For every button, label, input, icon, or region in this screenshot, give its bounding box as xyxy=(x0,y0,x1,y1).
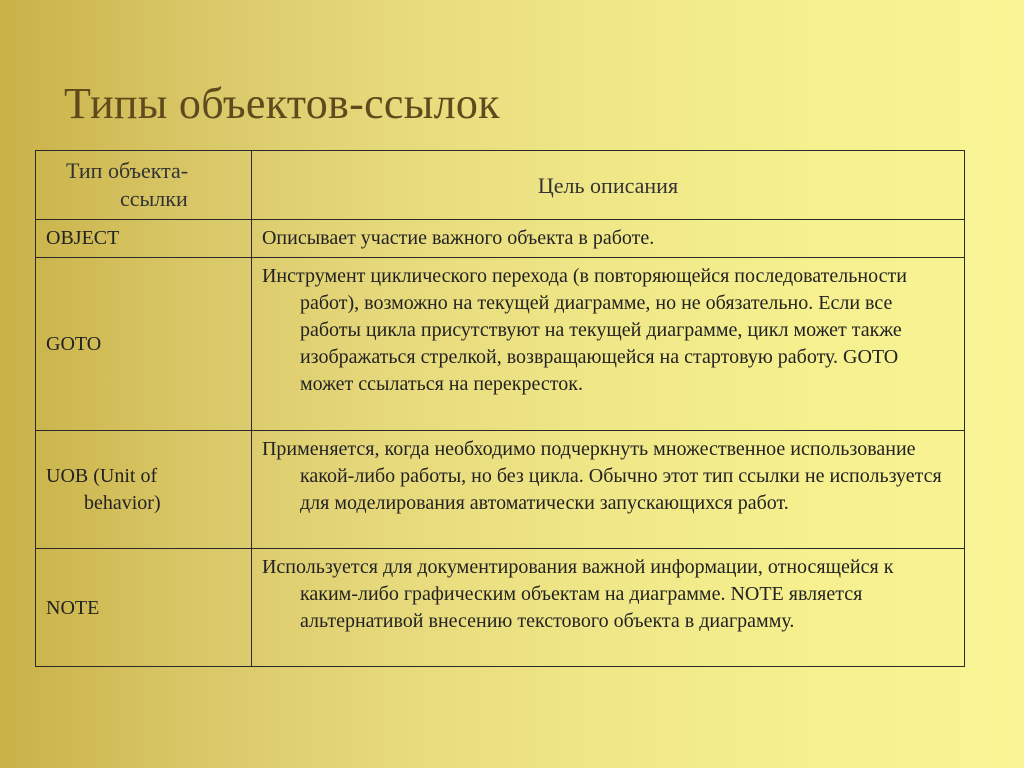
description-cell xyxy=(251,431,964,549)
type-cell xyxy=(36,549,252,667)
description-text: Описывает участие важного объекта в работе. xyxy=(261,227,655,249)
header-type xyxy=(36,151,252,220)
type-label: NOTE xyxy=(46,596,100,619)
description-text: Применяется, когда необходимо подчеркнуть множественное использование какой-либо работы, но без цикла. Обычно этот тип ссылки не используется для моделирования автоматически запускающихся работ. xyxy=(261,438,942,514)
type-label: UOB (Unit of behavior) xyxy=(46,465,161,514)
table-row-goto xyxy=(36,258,965,431)
description-cell xyxy=(251,549,964,667)
description-text: Инструмент циклического перехода (в повторяющейся последовательности работ), возможно на текущей диаграмме, но не обязательно. Если все работы цикла присутствуют на текущей диаграмме, цикл может также изображаться стрелкой, возвращающейся на стартовую работу. GOTO может ссылаться на перекресток. xyxy=(261,265,907,395)
type-label: OBJECT xyxy=(46,227,120,249)
header-description: Цель описания xyxy=(251,151,964,220)
slide-title: Типы объектов-ссылок xyxy=(64,79,500,128)
description-cell xyxy=(251,220,964,258)
table-header-row xyxy=(36,151,965,220)
table-row-uob xyxy=(36,431,965,549)
description-cell xyxy=(251,258,964,431)
type-cell xyxy=(36,220,252,258)
type-label: GOTO xyxy=(46,333,102,355)
reference-types-table xyxy=(35,150,965,667)
type-cell xyxy=(36,258,252,431)
header-type-line1: Тип объекта- xyxy=(66,158,189,183)
description-text: Используется для документирования важной информации, относящейся к каким-либо графическим объектам на диаграмме. NOTE является альтернативой внесению текстового объекта в диаграмму. xyxy=(261,556,894,632)
table-row-object xyxy=(36,220,965,258)
header-type-line2: ссылки xyxy=(120,186,188,211)
type-cell xyxy=(36,431,252,549)
table-row-note xyxy=(36,549,965,667)
